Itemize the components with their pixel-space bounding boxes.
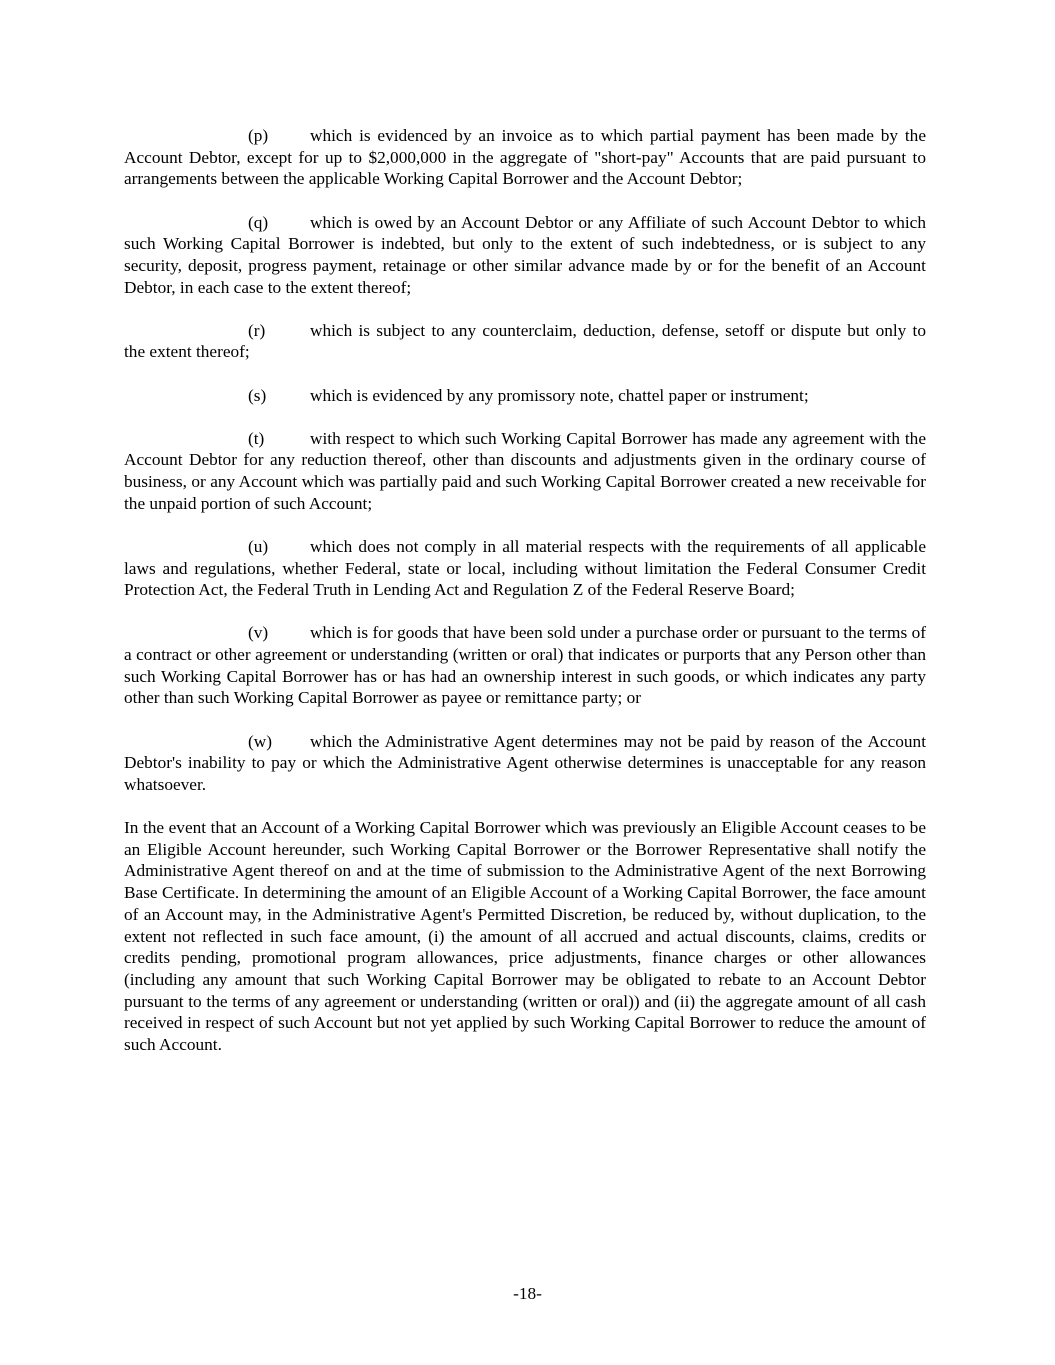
clause-marker: (s) bbox=[248, 385, 267, 405]
clause-u bbox=[124, 536, 926, 601]
clause-q bbox=[124, 212, 926, 299]
clause-text: which is evidenced by any promissory note, chattel paper or instrument; bbox=[310, 385, 809, 405]
clause-text: which is evidenced by an invoice as to which partial payment has been made by the Account Debtor, except for up to $2,000,000 in the aggregate of "short-pay" Accounts that are paid pursuant to arrangements between the applicable Working Capital Borrower and the Account Debtor; bbox=[124, 126, 926, 189]
clause-text: which is owed by an Account Debtor or any Affiliate of such Account Debtor to which such Working Capital Borrower is indebted, but only to the extent of such indebtedness, or is subject to any security, deposit, progress payment, retainage or other similar advance made by or for the benefit of an Account Debtor, in each case to the extent thereof; bbox=[124, 212, 926, 297]
clause-marker: (r) bbox=[248, 320, 266, 340]
clause-s bbox=[124, 385, 926, 407]
clause-w bbox=[124, 731, 926, 796]
clause-marker: (p) bbox=[248, 126, 269, 145]
clause-text: which is for goods that have been sold under a purchase order or pursuant to the terms of a contract or other agreement or understanding (written or oral) that indicates or purports that any Person other than such Working Capital Borrower has or has had an ownership interest in such goods, or which indicates any party other than such Working Capital Borrower as payee or remittance party; or bbox=[124, 623, 926, 708]
clause-v bbox=[124, 622, 926, 709]
clause-text: with respect to which such Working Capital Borrower has made any agreement with the Account Debtor for any reduction thereof, other than discounts and adjustments given in the ordinary course of business, or any Account which was partially paid and such Working Capital Borrower created a new receivable for the unpaid portion of such Account; bbox=[124, 428, 926, 513]
clause-marker: (t) bbox=[248, 428, 265, 448]
clause-p bbox=[124, 125, 926, 190]
clause-t bbox=[124, 428, 926, 515]
document-body bbox=[124, 125, 926, 1056]
clause-text: which the Administrative Agent determines may not be paid by reason of the Account Debtor's inability to pay or which the Administrative Agent otherwise determines is unacceptable for any reason whatsoever. bbox=[124, 731, 926, 794]
clause-text: which does not comply in all material respects with the requirements of all applicable laws and regulations, whether Federal, state or local, including without limitation the Federal Consumer Credit Protection Act, the Federal Truth in Lending Act and Regulation Z of the Federal Reserve Board; bbox=[124, 536, 926, 600]
closing-paragraph: In the event that an Account of a Working Capital Borrower which was previously an Eligible Account ceases to be an Eligible Account hereunder, such Working Capital Borrower or the Borrower Representative shall notify the Administrative Agent thereof on and at the time of submission to the Administrative Agent of the next Borrowing Base Certificate. In determining the amount of an Eligible Account of a Working Capital Borrower, the face amount of an Account may, in the Administrative Agent's Permitted Discretion, be reduced by, without duplication, to the extent not reflected in such face amount, (i) the amount of all accrued and actual discounts, claims, credits or credits pending, promotional program allowances, price adjustments, finance charges or other allowances (including any amount that such Working Capital Borrower may be obligated to rebate to an Account Debtor pursuant to the terms of any agreement or understanding (written or oral)) and (ii) the aggregate amount of all cash received in respect of such Account but not yet applied by such Working Capital Borrower to reduce the amount of such Account. bbox=[124, 818, 926, 1055]
clause-text: which is subject to any counterclaim, deduction, defense, setoff or dispute but only to the extent thereof; bbox=[124, 320, 926, 362]
clause-marker: (v) bbox=[248, 623, 269, 643]
page-number: -18- bbox=[513, 1284, 542, 1303]
clause-marker: (q) bbox=[248, 212, 269, 232]
clause-r bbox=[124, 320, 926, 363]
clause-marker: (w) bbox=[248, 731, 272, 751]
clause-marker: (u) bbox=[248, 536, 269, 556]
